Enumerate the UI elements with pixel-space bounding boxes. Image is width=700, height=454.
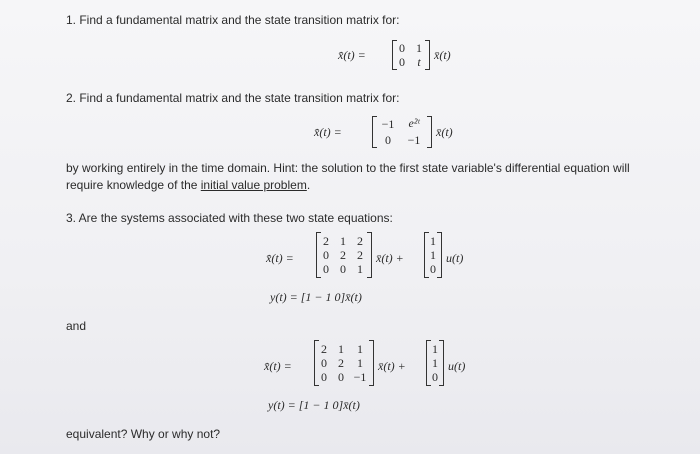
sys1-end: u(t) bbox=[446, 251, 464, 265]
q1-a12: 1 bbox=[416, 41, 422, 55]
sys2-a11: 2 bbox=[321, 342, 327, 356]
sys1-a33: 1 bbox=[357, 262, 363, 276]
sys1-output: y(t) = [1 − 1 0]x̄(t) bbox=[270, 290, 362, 304]
sys2-a32: 0 bbox=[338, 370, 344, 384]
sys1-b2: 1 bbox=[430, 248, 436, 262]
sys2-b2: 1 bbox=[432, 356, 438, 370]
q2-a22: −1 bbox=[407, 133, 421, 147]
sys1-a21: 0 bbox=[323, 248, 329, 262]
sys2-a23: 1 bbox=[357, 356, 363, 370]
sys1-a11: 2 bbox=[323, 234, 329, 248]
q2-a12: e²ᵗ bbox=[408, 116, 420, 130]
q1-a21: 0 bbox=[399, 55, 405, 69]
hint-line-2-pre: require knowledge of the bbox=[66, 178, 201, 192]
q2-a11: −1 bbox=[381, 117, 395, 131]
sys2-a22: 2 bbox=[338, 356, 344, 370]
sys1-a22: 2 bbox=[340, 248, 346, 262]
sys1-a31: 0 bbox=[323, 262, 329, 276]
sys2-end: u(t) bbox=[448, 359, 466, 373]
sys1-matrix-b bbox=[424, 232, 442, 278]
question-1-text: 1. Find a fundamental matrix and the state transition matrix for: bbox=[66, 13, 400, 27]
hint-line-2 bbox=[66, 177, 310, 194]
sys1-matrix-a bbox=[316, 232, 372, 278]
sys1-a12: 1 bbox=[340, 234, 346, 248]
sys1-a32: 0 bbox=[340, 262, 346, 276]
q2-a21: 0 bbox=[385, 133, 391, 147]
sys1-lhs: x̄̇(t) = bbox=[266, 251, 294, 265]
q1-rhs: x̄(t) bbox=[434, 48, 451, 62]
q2-rhs: x̄(t) bbox=[436, 125, 453, 139]
q1-matrix bbox=[392, 40, 430, 70]
sys2-a33: −1 bbox=[353, 370, 367, 384]
sys2-output: y(t) = [1 − 1 0]x̄(t) bbox=[268, 398, 360, 412]
sys1-a13: 2 bbox=[357, 234, 363, 248]
q3-system-2 bbox=[264, 338, 484, 418]
q1-equation bbox=[340, 38, 480, 72]
and-text: and bbox=[66, 319, 87, 333]
q3-system-1 bbox=[266, 230, 486, 310]
question-3-text: 3. Are the systems associated with these two state equations: bbox=[66, 211, 393, 225]
q2-matrix bbox=[372, 116, 432, 148]
q1-a22: t bbox=[417, 55, 421, 69]
closing-question: equivalent? Why or why not? bbox=[66, 427, 221, 441]
sys2-matrix-b bbox=[426, 340, 444, 386]
sys2-b1: 1 bbox=[432, 342, 438, 356]
q1-lhs: x̄̇(t) = bbox=[338, 48, 366, 62]
sys1-b1: 1 bbox=[430, 234, 436, 248]
sys2-a12: 1 bbox=[338, 342, 344, 356]
sys1-a23: 2 bbox=[357, 248, 363, 262]
sys2-a13: 1 bbox=[357, 342, 363, 356]
q2-lhs: x̄̇(t) = bbox=[314, 125, 342, 139]
q1-a11: 0 bbox=[399, 41, 405, 55]
sys1-b3: 0 bbox=[430, 262, 436, 276]
sys1-mid: x̄(t) + bbox=[376, 251, 404, 265]
sys2-matrix-a bbox=[314, 340, 374, 386]
sys2-lhs: x̄̇(t) = bbox=[264, 359, 292, 373]
initial-value-problem-link[interactable]: initial value problem bbox=[200, 178, 307, 192]
sys2-a31: 0 bbox=[321, 370, 327, 384]
sys2-a21: 0 bbox=[321, 356, 327, 370]
hint-line-2-post: . bbox=[306, 178, 311, 192]
question-2-text: 2. Find a fundamental matrix and the state transition matrix for: bbox=[66, 91, 400, 105]
q2-equation bbox=[316, 112, 476, 152]
sys2-mid: x̄(t) + bbox=[378, 359, 406, 373]
sys2-b3: 0 bbox=[432, 370, 438, 384]
hint-line-1: by working entirely in the time domain. Hint: the solution to the first state variable's differential equation will bbox=[66, 161, 630, 175]
